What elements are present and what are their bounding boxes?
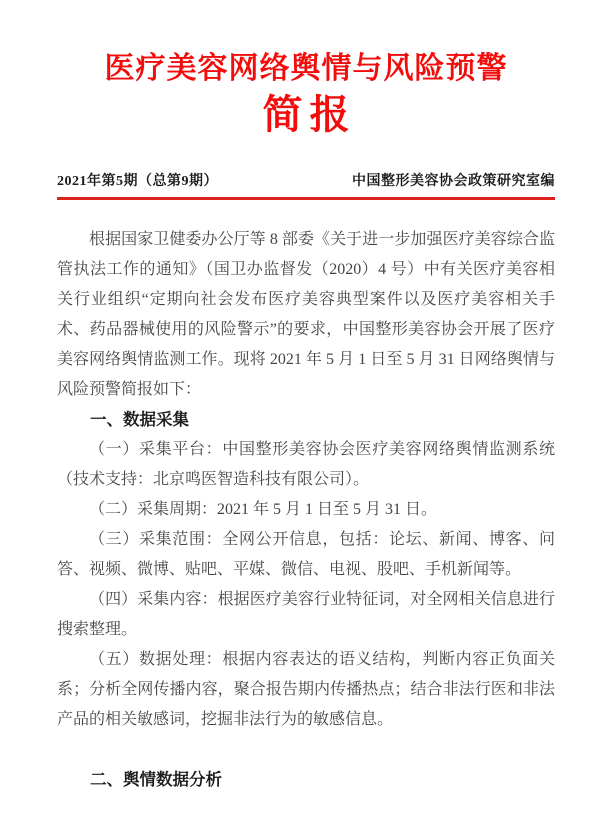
editor-credit: 中国整形美容协会政策研究室编	[352, 174, 555, 189]
masthead-divider	[57, 197, 555, 200]
section-1-heading: 一、数据采集	[90, 410, 189, 429]
list-item: （二）采集周期：2021 年 5 月 1 日至 5 月 31 日。	[89, 501, 438, 518]
list-item: （四）采集内容：根据医疗美容行业特征词，对全网相关信息进行搜索整理。	[57, 591, 555, 638]
bulletin-title: 医疗美容网络舆情与风险预警	[104, 52, 508, 85]
intro-paragraph: 根据国家卫健委办公厅等 8 部委《关于进一步加强医疗美容综合监管执法工作的通知》（国卫办监督发（2020）4 号）中有关医疗美容相关行业组织“定期向社会发布医疗美容典型案件以及医疗美容相关手术、药品器械使用的风险警示”的要求，中国整形美容协会开展了医疗美容网络舆情监测工作。现将 2021 年 5 月 1 日至 5 月 31 日网络舆情与风险预警简报如下：	[57, 231, 555, 398]
bulletin-subtitle: 简报	[262, 92, 357, 137]
masthead	[57, 50, 555, 138]
issue-number: 2021年第5期（总第9期）	[57, 174, 218, 189]
document-body	[57, 225, 555, 795]
list-item: （五）数据处理：根据内容表达的语义结构，判断内容正负面关系；分析全网传播内容，聚合报告期内传播热点；结合非法行医和非法产品的相关敏感词，挖掘非法行为的敏感信息。	[57, 651, 555, 728]
list-item: （一）采集平台：中国整形美容协会医疗美容网络舆情监测系统（技术支持：北京鸣医智造科技有限公司）。	[57, 441, 555, 488]
section-2-heading: 二、舆情数据分析	[90, 770, 222, 789]
list-item: （三）采集范围：全网公开信息，包括：论坛、新闻、博客、问答、视频、微博、贴吧、平媒、微信、电视、股吧、手机新闻等。	[57, 531, 555, 578]
issue-row	[57, 170, 555, 190]
